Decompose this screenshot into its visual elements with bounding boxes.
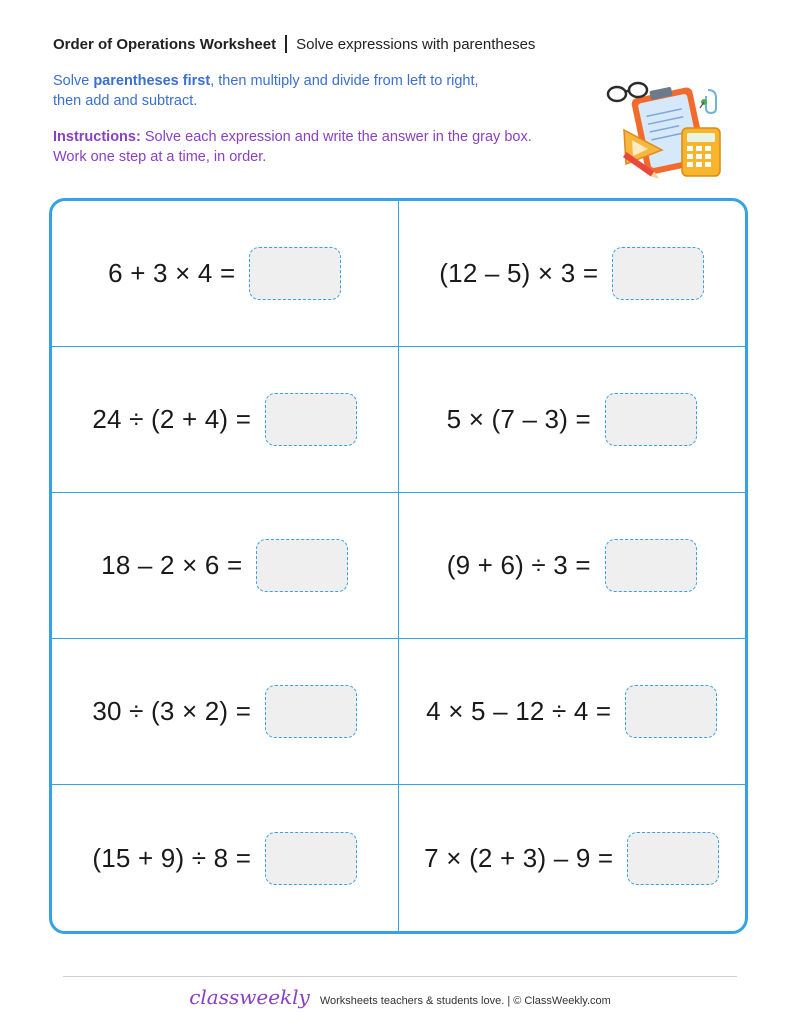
worksheet-title: Order of Operations Worksheet <box>53 35 277 53</box>
intro-text <box>53 71 479 111</box>
answer-box[interactable] <box>612 247 704 300</box>
answer-box[interactable] <box>265 832 357 885</box>
instructions-text <box>53 127 532 167</box>
answer-box[interactable] <box>256 539 348 592</box>
instructions-line1: Solve each expression and write the answer in the gray box. <box>140 129 532 145</box>
problem-cell-9 <box>52 785 399 931</box>
problem-cell-5 <box>52 493 399 639</box>
problem-cell-10 <box>399 785 746 931</box>
header-divider <box>285 35 287 53</box>
brand-logo: classweekly <box>189 985 310 1009</box>
problem-expression: (15 + 9) ÷ 8 = <box>92 842 252 873</box>
problem-expression: 30 ÷ (3 × 2) = <box>92 696 252 726</box>
intro-text-start: Solve <box>53 73 94 89</box>
problem-expression: 4 × 5 – 12 ÷ 4 = <box>426 696 612 726</box>
problem-cell-7 <box>52 639 399 785</box>
worksheet-header <box>53 35 535 53</box>
problem-cell-2 <box>399 201 746 347</box>
page-footer <box>0 985 800 1009</box>
problem-cell-3 <box>52 347 399 493</box>
problem-cell-6 <box>399 493 746 639</box>
problem-expression: 7 × (2 + 3) – 9 = <box>424 842 614 873</box>
footer-divider <box>63 976 737 977</box>
problem-expression: (9 + 6) ÷ 3 = <box>446 550 591 580</box>
answer-box[interactable] <box>265 685 357 738</box>
problem-cell-1 <box>52 201 399 347</box>
problem-expression: (12 – 5) × 3 = <box>439 258 599 288</box>
intro-text-line2: then add and subtract. <box>53 93 198 109</box>
intro-emphasis: parentheses first <box>93 73 211 89</box>
intro-text-end: , then multiply and divide from left to right, <box>210 73 479 89</box>
problem-cell-4 <box>399 347 746 493</box>
answer-box[interactable] <box>605 393 697 446</box>
answer-box[interactable] <box>627 832 719 885</box>
footer-tagline: Worksheets teachers & students love. | © ClassWeekly.com <box>319 995 611 1007</box>
problem-grid <box>49 198 748 934</box>
problem-expression: 18 – 2 × 6 = <box>101 550 243 580</box>
problem-expression: 5 × (7 – 3) = <box>446 404 591 434</box>
problem-cell-8 <box>399 639 746 785</box>
instructions-label: Instructions: <box>53 129 141 145</box>
problem-expression: 6 + 3 × 4 = <box>108 258 236 288</box>
instructions-line2: Work one step at a time, in order. <box>53 149 267 165</box>
school-supplies-illustration <box>604 80 728 180</box>
problem-expression: 24 ÷ (2 + 4) = <box>92 404 252 434</box>
answer-box[interactable] <box>265 393 357 446</box>
answer-box[interactable] <box>625 685 717 738</box>
answer-box[interactable] <box>605 539 697 592</box>
worksheet-subtitle: Solve expressions with parentheses <box>296 35 536 53</box>
answer-box[interactable] <box>249 247 341 300</box>
